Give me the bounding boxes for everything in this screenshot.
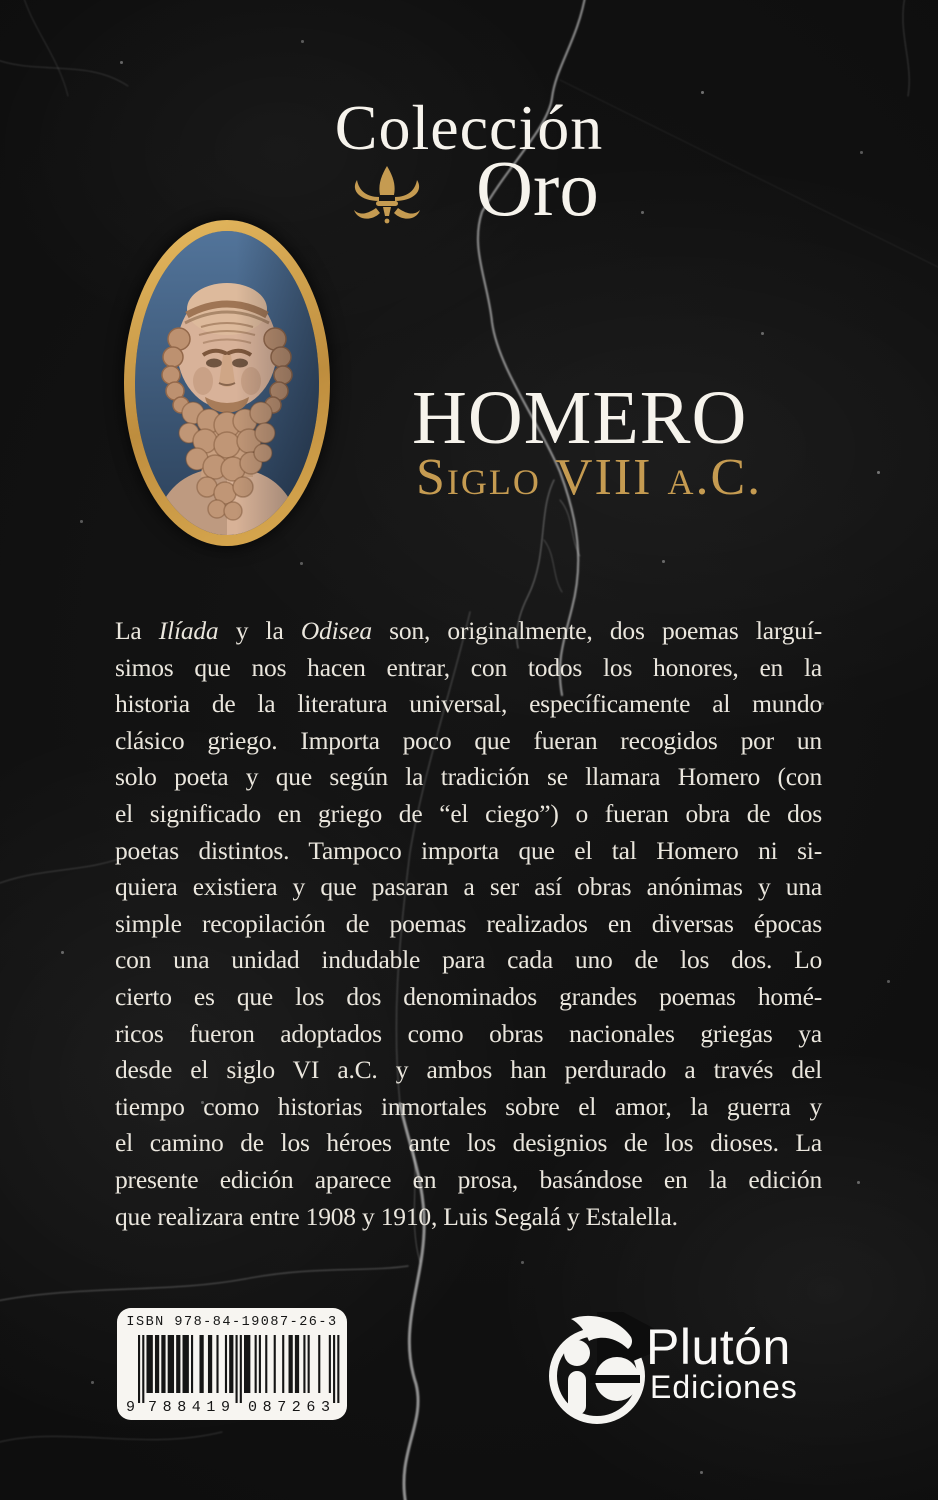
synopsis-line: desde el siglo VI a.C. y ambos han perdurado a través del xyxy=(115,1055,822,1085)
publisher-subtitle: Ediciones xyxy=(650,1369,798,1405)
synopsis-line: solo poeta y que según la tradición se llamara Homero (con xyxy=(115,762,822,792)
publisher-name: Plutón xyxy=(646,1319,791,1375)
homer-bust-illustration xyxy=(135,231,319,535)
pluton-pe-emblem-icon xyxy=(543,1312,656,1425)
synopsis-line: clásico griego. Importa poco que fueran recogidos por un xyxy=(115,725,822,755)
synopsis-line: el significado en griego de “el ciego”) o fueran obra de dos xyxy=(115,798,822,828)
author-portrait xyxy=(135,231,319,535)
ean-digits-left: 788419 xyxy=(148,1399,230,1416)
synopsis-line: que realizara entre 1908 y 1910, Luis Segalá y Estalella. xyxy=(115,1201,678,1231)
isbn-barcode xyxy=(117,1308,347,1420)
synopsis-line: simos que nos hacen entrar, con todos los honores, en la xyxy=(115,652,822,682)
synopsis-line: quiera existiera y que pasaran a ser así obras anónimas y una xyxy=(115,872,822,902)
fleur-de-lis-icon xyxy=(350,164,424,228)
author-name: HOMERO xyxy=(412,376,748,460)
synopsis-line: La Ilíada y la Odisea son, originalmente, dos poemas larguí- xyxy=(115,616,823,645)
synopsis-line: con una unidad indudable para cada uno de los dos. Lo xyxy=(115,945,822,975)
ean-digit-prefix: 9 xyxy=(126,1399,136,1416)
collection-title-line1: Colección xyxy=(334,92,604,163)
synopsis-line: poetas distintos. Tampoco importa que el tal Homero ni si- xyxy=(115,835,822,865)
synopsis-line: ricos fueron adoptados como obras nacionales griegas ya xyxy=(115,1018,822,1048)
author-portrait-frame xyxy=(124,220,330,546)
synopsis-line: tiempo como historias inmortales sobre el amor, la guerra y xyxy=(115,1091,822,1121)
synopsis-line: cierto es que los dos denominados grandes poemas homé- xyxy=(115,981,822,1011)
synopsis-line: historia de la literatura universal, específicamente al mundo xyxy=(115,689,822,719)
synopsis-text xyxy=(115,613,822,1235)
ean-digits-right: 087263 xyxy=(248,1399,330,1416)
ean-barcode-bars xyxy=(124,1332,340,1416)
marble-specks xyxy=(0,0,1,1)
collection-title-line2: Oro xyxy=(476,146,599,233)
synopsis-line: presente edición aparece en prosa, basándose en la edición xyxy=(115,1164,822,1194)
isbn-number: ISBN 978-84-19087-26-3 xyxy=(126,1315,338,1330)
author-period: Siglo VIII a.C. xyxy=(416,449,763,506)
synopsis-line: el camino de los héroes ante los designios de los dioses. La xyxy=(115,1128,822,1158)
synopsis-line: simple recopilación de poemas realizados en diversas épocas xyxy=(115,908,822,938)
